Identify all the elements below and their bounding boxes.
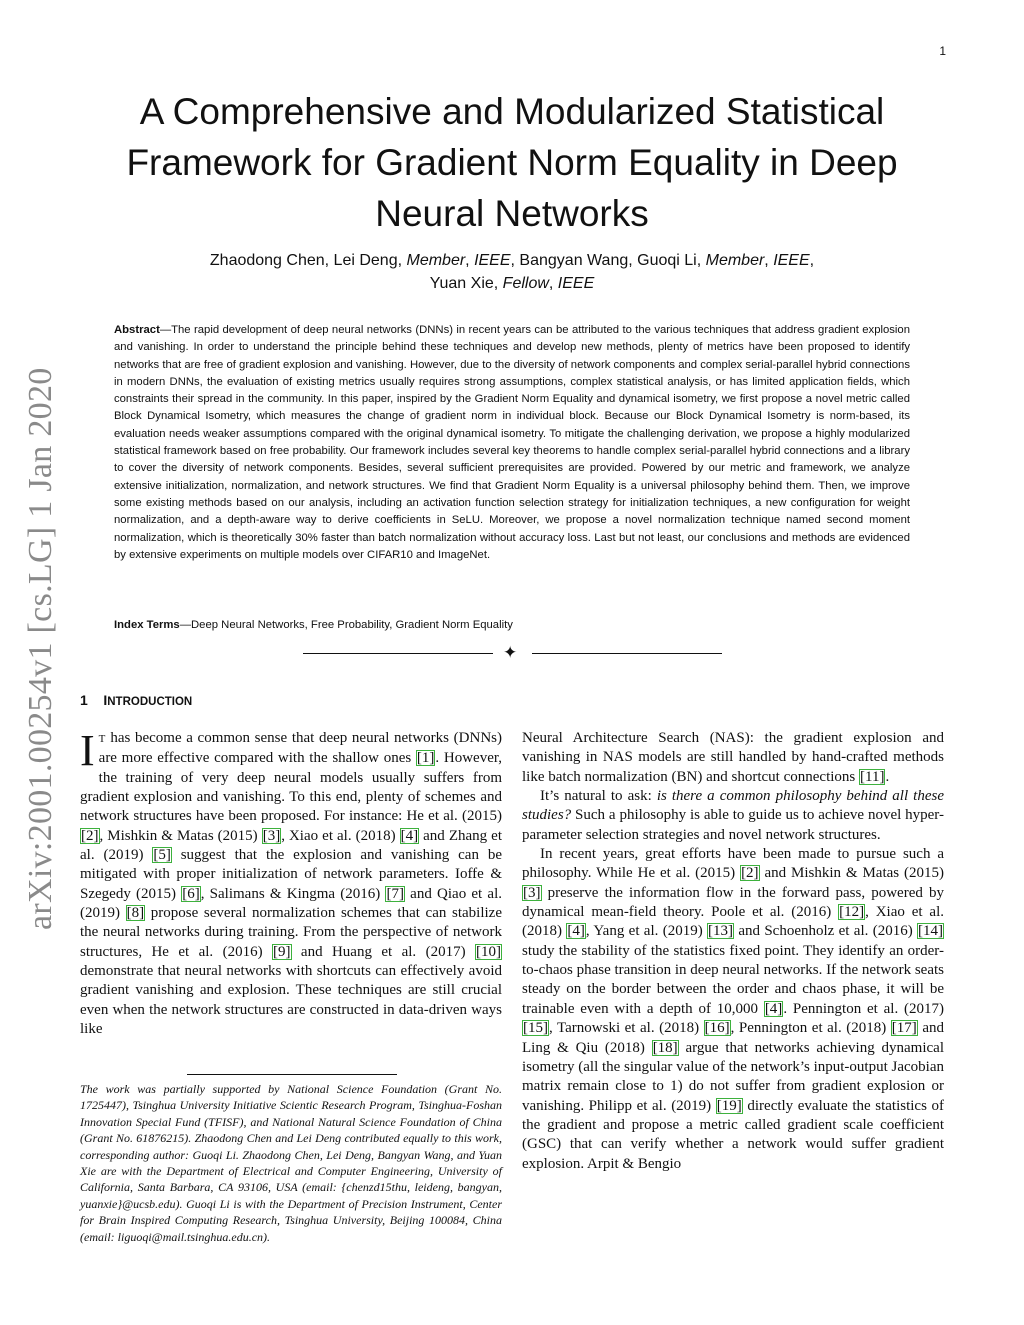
- research-question: is there a common philosophy behind all these studies?: [522, 788, 944, 824]
- index-terms-text: —Deep Neural Networks, Free Probability, Gradient Norm Equality: [179, 619, 513, 631]
- citation-link[interactable]: [7]: [386, 885, 404, 902]
- citation-link[interactable]: [17]: [891, 1020, 917, 1037]
- arxiv-identifier-watermark: arXiv:2001.00254v1 [cs.LG] 1 Jan 2020: [22, 367, 59, 930]
- author-names-3: Yuan Xie,: [429, 275, 503, 292]
- citation-link[interactable]: [18]: [652, 1039, 678, 1056]
- text-run: , Mishkin & Matas (2015): [99, 827, 262, 844]
- section-title-initial: I: [103, 692, 108, 708]
- drop-cap-continuation: T: [98, 733, 106, 745]
- intro-paragraph-1: [80, 726, 503, 1040]
- citation-link[interactable]: [8]: [126, 905, 145, 922]
- author-names-2: , Bangyan Wang, Guoqi Li,: [510, 252, 706, 269]
- citation-link[interactable]: [2]: [81, 827, 99, 844]
- paper-title: A Comprehensive and Modularized Statistical Framework for Gradient Norm Equality in Deep Neural Networks: [126, 91, 898, 234]
- text-run: and Mishkin & Matas (2015): [759, 865, 944, 882]
- index-terms: [114, 619, 910, 631]
- author-society: IEEE: [474, 252, 511, 269]
- author-membership: Member: [406, 252, 466, 269]
- text-run: In recent years, great efforts have been made to pursue such a philosophy. While He et al. (2015): [522, 846, 944, 882]
- left-column: [80, 726, 503, 1040]
- section-title-rest: NTRODUCTION: [107, 696, 193, 708]
- text-run: . Pennington et al. (2017): [783, 1000, 944, 1017]
- text-run: and Zhang et al. (2019): [80, 827, 502, 864]
- author-membership: Member: [705, 252, 765, 269]
- citation-link[interactable]: [2]: [741, 865, 759, 882]
- citation-link[interactable]: [5]: [153, 847, 171, 864]
- intro-paragraph-2: [522, 787, 944, 845]
- text-run: , Yang et al. (2019): [585, 923, 708, 940]
- section-number: 1: [80, 692, 88, 708]
- page-number: 1: [939, 44, 946, 58]
- text-run: , Xiao et al. (2018): [522, 904, 944, 940]
- author-society: IEEE: [773, 252, 810, 269]
- citation-link[interactable]: [19]: [716, 1097, 742, 1114]
- intro-paragraph-3: [522, 845, 944, 1174]
- text-run: Such a philosophy is able to guide us to achieve novel hyper-parameter selection strategies and novel network structures.: [522, 807, 944, 843]
- divider-star-icon: ✦: [503, 643, 518, 663]
- author-society: IEEE: [557, 275, 595, 292]
- text-run: . However, the training of very deep neural models usually suffers from gradient explosion and vanishing. To this end, plenty of schemes and network structures have been proposed. For instance: He et al. (2015): [80, 750, 503, 825]
- right-column: [522, 729, 944, 1174]
- text-run: Neural Architecture Search (NAS): the gradient explosion and vanishing in NAS models are still handled by hand-crafted methods like batch normalization (BN) and shortcut connections: [522, 730, 944, 785]
- citation-link[interactable]: [13]: [708, 923, 734, 940]
- text-run: argue that networks achieving dynamical isometry (all the singular value of the network’s input-output Jacobian matrix remain close to 1) do not suffer from gradient explosion or vanishing. Philipp et al. (2019): [522, 1039, 944, 1114]
- citation-link[interactable]: [3]: [262, 827, 281, 844]
- citation-link[interactable]: [11]: [860, 768, 885, 785]
- author-list: Zhaodong Chen, Lei Deng, Member, IEEE, Bangyan Wang, Guoqi Li, Member, IEEE, Yuan Xie, Fellow, IEEE: [209, 252, 815, 292]
- citation-link[interactable]: [4]: [764, 1000, 783, 1017]
- text-run: and Schoenholz et al. (2016): [734, 923, 918, 940]
- text-run: study the stability of the statistics fixed point. They identify an order-to-chaos phase transition in deep neural networks. If the network seats steady on the border between the order and chaos phase, it will be trainable even with a depth of 10,000: [522, 942, 944, 1017]
- index-terms-label: Index Terms: [114, 619, 180, 631]
- citation-link[interactable]: [3]: [523, 884, 541, 901]
- citation-link[interactable]: [14]: [918, 923, 944, 940]
- citation-link[interactable]: [12]: [839, 904, 865, 921]
- abstract-label: Abstract: [114, 324, 160, 336]
- citation-link[interactable]: [1]: [416, 750, 435, 767]
- text-run: suggest that the explosion and vanishing can be mitigated with proper initialization of network parameters. Ioffe & Szegedy (2015): [80, 847, 502, 902]
- footnote-rule: [187, 1074, 397, 1075]
- text-run: .: [885, 768, 890, 785]
- text-run: demonstrate that neural networks with shortcuts can effectively avoid gradient vanishing and explosion. These techniques are still crucial even when the network structures are constructed in data-driven ways like: [80, 963, 502, 1038]
- text-run: and Ling & Qiu (2018): [522, 1020, 944, 1056]
- text-run: , Pennington et al. (2018): [730, 1020, 891, 1037]
- section-divider-left: [303, 653, 493, 654]
- section-heading: [80, 692, 192, 708]
- citation-link[interactable]: [6]: [182, 885, 200, 902]
- text-run: and Qiao et al. (2019): [80, 885, 502, 922]
- drop-cap: I: [80, 726, 95, 775]
- abstract: [114, 322, 910, 564]
- text-run: propose several normalization schemes that can stabilize the neural networks during training. From the perspective of network structures, He et al. (2016): [80, 905, 502, 960]
- text-run: , Tarnowski et al. (2018): [549, 1020, 704, 1037]
- text-run: and Huang et al. (2017): [291, 943, 475, 960]
- author-membership: Fellow: [502, 275, 549, 292]
- intro-paragraph-1-cont: [522, 729, 944, 787]
- text-run: has become a common sense that deep neural networks (DNNs) are more effective compared with the shallow ones: [98, 730, 502, 767]
- citation-link[interactable]: [4]: [400, 827, 419, 844]
- text-run: preserve the information flow in the forward pass, powered by dynamical mean-field theory. Poole et al. (2016): [522, 884, 944, 921]
- citation-link[interactable]: [15]: [523, 1020, 548, 1037]
- abstract-text: —The rapid development of deep neural networks (DNNs) in recent years can be attributed to the various techniques that address gradient explosion and vanishing. In order to understand the principle behind these techniques and develop new methods, plenty of metrics have been proposed to identify networks that are free of gradient explosion and vanishing. However, due to the diversity of network components and complex serial-parallel hybrid connections in modern DNNs, the evaluation of existing metrics usually requires strong assumptions, complex statistical analysis, or has limited application fields, which constraints their spread in the community. In this paper, inspired by the Gradient Norm Equality and dynamical isometry, we first propose a novel metric called Block Dynamical Isometry, which measures the change of gradient norm in individual block. Because our Block Dynamical Isometry is norm-based, its evaluation needs weaker assumptions compared with the original dynamical isometry. To mitigate the challenging derivation, we propose a highly modularized statistical framework based on free probability. Our framework includes several key theorems to handle complex serial-parallel hybrid connections and a library to cover the diversity of network components. Besides, several sufficient prerequisites are provided. Powered by our metric and framework, we analyze extensive initialization, normalization, and network structures. We find that Gradient Norm Equality is a universal philosophy behind them. Then, we improve some existing methods based on our analysis, including an activation function selection strategy for initialization techniques, a new configuration for weight normalization, and a depth-aware way to derive coefficients in SeLU. Moreover, we propose a novel normalization technique named second moment normalization, which is theoretically 30% faster than batch normalization without accuracy loss. Last but not least, our conclusions and methods are evidenced by extensive experiments on multiple models over CIFAR10 and ImageNet.: [114, 324, 910, 561]
- citation-link[interactable]: [4]: [567, 923, 585, 940]
- text-run: directly evaluate the statistics of the gradient and propose a metric called gradient scale coefficient (GSC) that can verify whether a network would suffer gradient explosion. Arpit & Bengio: [522, 1097, 944, 1172]
- section-divider-right: [532, 653, 722, 654]
- author-names-1: Zhaodong Chen, Lei Deng,: [209, 252, 407, 269]
- citation-link[interactable]: [9]: [273, 943, 291, 960]
- citation-link[interactable]: [16]: [704, 1020, 730, 1037]
- footnote: The work was partially supported by National Science Foundation (Grant No. 1725447), Tsinghua University Initiative Scientic Research Program, Tsinghua-Foshan Innovation Special Fund (TFISF), and National Natural Science Foundation of China (Grant No. 61876215). Zhaodong Chen and Lei Deng contributed equally to this work, corresponding author: Guoqi Li. Zhaodong Chen, Lei Deng, Bangyan Wang, and Yuan Xie are with the Department of Electrical and Computer Engineering, University of California, Santa Barbara, CA 93106, USA (email: {chenzd15thu, leideng, bangyan, yuanxie}@ucsb.edu). Guoqi Li is with the Department of Precision Instrument, Center for Brain Inspired Computing Research, Tsinghua University, Beijing 100084, China (email: liguoqi@mail.tsinghua.edu.cn).: [80, 1082, 502, 1244]
- text-run: , Xiao et al. (2018): [281, 827, 400, 844]
- text-run: , Salimans & Kingma (2016): [200, 885, 386, 902]
- text-run: It’s natural to ask:: [540, 788, 657, 805]
- citation-link[interactable]: [10]: [476, 943, 501, 960]
